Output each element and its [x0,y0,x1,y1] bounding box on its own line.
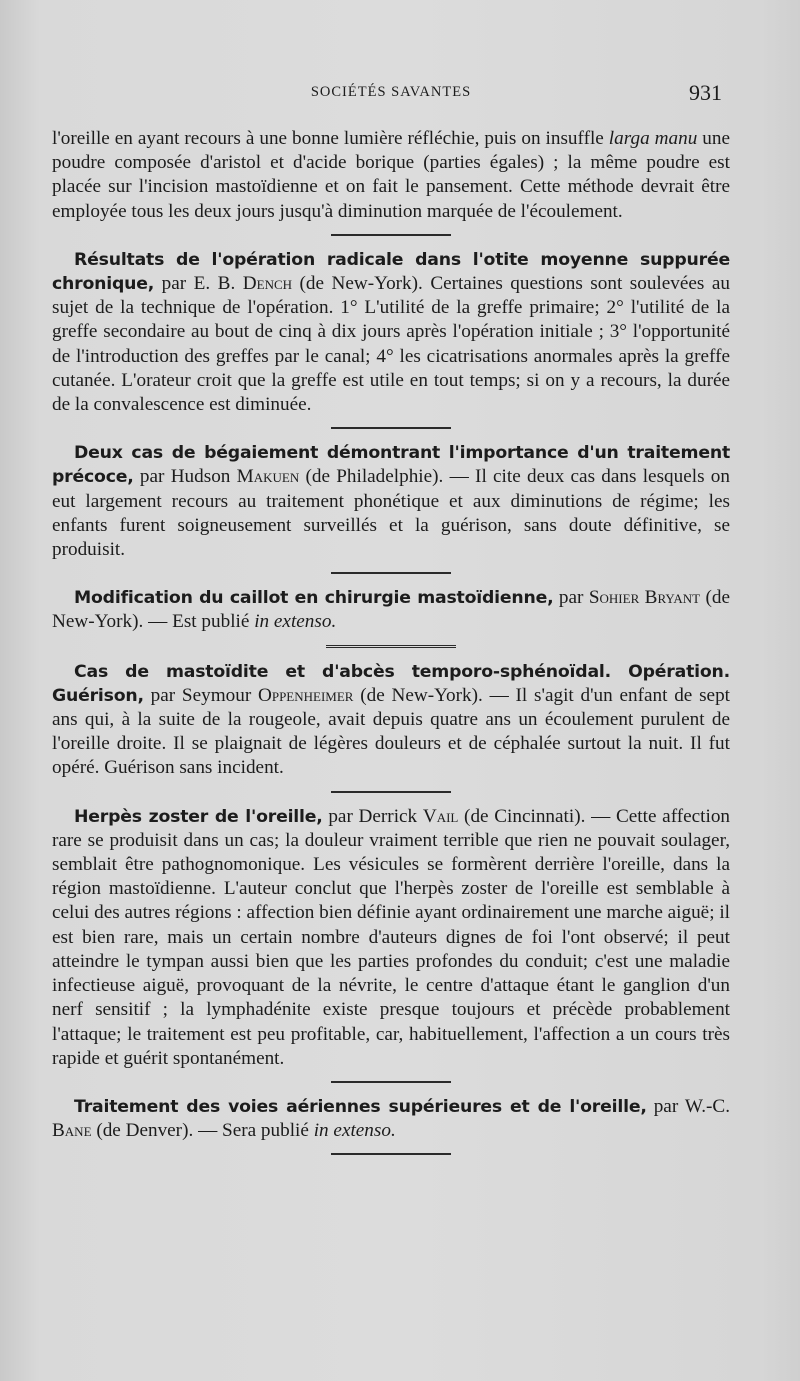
entry-title: Résultats de l'opération radicale dans l'otite moyenne suppurée chronique, [52,249,730,295]
entry-body: — Est publié [143,611,255,633]
running-title: SOCIÉTÉS SAVANTES [310,84,472,100]
entry-location: (de New-York). [52,587,731,633]
entry-author-prefix: par E. B. [154,273,243,295]
entry-oppenheimer [52,660,730,781]
entry-author: Dench [242,273,293,295]
entry-body-italic: in extenso. [313,1120,396,1142]
entry-text [52,441,730,562]
entry-title: Modification du caillot en chirurgie mastoïdienne, [74,588,554,609]
entry-author: Bane [52,1120,92,1142]
entry-author: Makuen [236,466,300,488]
section-rule [331,1081,451,1083]
entry-author-prefix: par Hudson [133,466,237,488]
section-rule [331,791,451,793]
entry-author-prefix: par W.-C. [646,1095,730,1117]
entry-title: Deux cas de bégaiement démontrant l'importance d'un traitement précoce, [52,443,730,488]
entry-text [52,248,730,417]
entry-author-prefix: par [553,587,589,609]
entry-location: (de Philadelphie). [299,466,444,488]
entry-text [52,1095,730,1143]
section-rule [331,572,451,574]
entry-author: Sohier Bryant [588,587,701,609]
entry-text [52,805,730,1071]
entry-vail [52,805,730,1071]
intro-after: une poudre composée d'aristol et d'acide borique (parties égales) ; la même poudre est placée sur l'incision mastoïdienne et on fait le pansement. Cette méthode devrait être employée tous les deux jours jusqu'à diminution marquée de l'écoulement. [52,128,730,222]
entry-bane [52,1095,730,1143]
entry-body-italic: in extenso. [254,611,337,633]
intro-italic: larga manu [608,128,698,149]
section-rule [331,1153,451,1155]
entry-body: — Cette affection rare se produisit dans un cas; la douleur vraiment terrible que rien ne pouvait soulager, semblait être pathognomonique. Les vésicules se formèrent derrière l'oreille, dans la région mastoïdienne. L'auteur conclut que l'herpès zoster de l'oreille est semblable à celui des autres régions : affection bien définie ayant ordinairement une marche aiguë; il est bien rare, mais un certain nombre d'auteurs dignes de foi l'ont observé; il peut atteindre le tympan aussi bien que les parties profondes du conduit; c'est une maladie infectieuse aiguë, provoquant de la névrite, le centre d'attaque étant le ganglion d'un nerf sensitif ; la lymphadénite existe presque toujours et précède probablement l'attaque; le traitement est peu profitable, car, habituellement, l'affection a un cours très rapide et guérit spontanément. [52,805,731,1069]
section-rule [331,427,451,429]
page-content [52,127,730,1167]
entry-author-prefix: par Derrick [322,805,423,827]
page-number: 931 [689,80,722,105]
entry-author: Oppenheimer [257,684,354,706]
section-rule [331,234,451,236]
entry-author-prefix: par Seymour [143,684,258,706]
intro-paragraph [52,127,730,224]
entry-makuen [52,441,730,562]
intro-before: l'oreille en ayant recours à une bonne lumière réfléchie, puis on insuffle [52,128,609,149]
entry-title: Herpès zoster de l'oreille, [74,806,323,827]
entry-location: (de Denver). [91,1120,194,1142]
entry-dench [52,248,730,417]
entry-body: — Sera publié [193,1120,314,1142]
page-header [52,80,730,106]
entry-body: Certaines questions sont soulevées au sujet de la technique de l'opération. 1° L'utilité de la greffe primaire; 2° l'utilité de la greffe secondaire au bout de cinq à dix jours après l'opération initiale ; 3° l'opportunité de l'introduction des greffes par le canal; 4° les cicatrisations anormales après la greffe cutanée. L'orateur croit que la greffe est utile en tout temps; si on y a recours, la durée de la convalescence est diminuée. [52,273,730,416]
entry-location: (de New-York). [353,684,483,706]
section-double-rule [326,645,456,648]
entry-body: — Il cite deux cas dans lesquels on eut largement recours au traitement phonétique et aux diminutions de régime; les enfants furent soigneusement surveillés et la guérison, sans doute définitive, se produisit. [52,466,730,561]
entry-location: (de Cincinnati). [458,805,586,827]
entry-title: Cas de mastoïdite et d'abcès temporo-sphénoïdal. Opération. Guérison, [52,661,730,706]
entry-text [52,660,730,781]
entry-bryant [52,586,730,634]
entry-author: Vail [422,805,459,827]
entry-title: Traitement des voies aériennes supérieures et de l'oreille, [74,1096,647,1117]
intro-text [52,127,730,224]
entry-text [52,586,730,634]
entry-body: — Il s'agit d'un enfant de sept ans qui, à la suite de la rougeole, avait depuis quatre ans un écoulement purulent de l'oreille droite. Il se plaignait de légères douleurs et de céphalée surtout la nuit. Il fut opéré. Guérison sans incident. [52,684,730,779]
entry-location: (de New-York). [292,273,423,295]
